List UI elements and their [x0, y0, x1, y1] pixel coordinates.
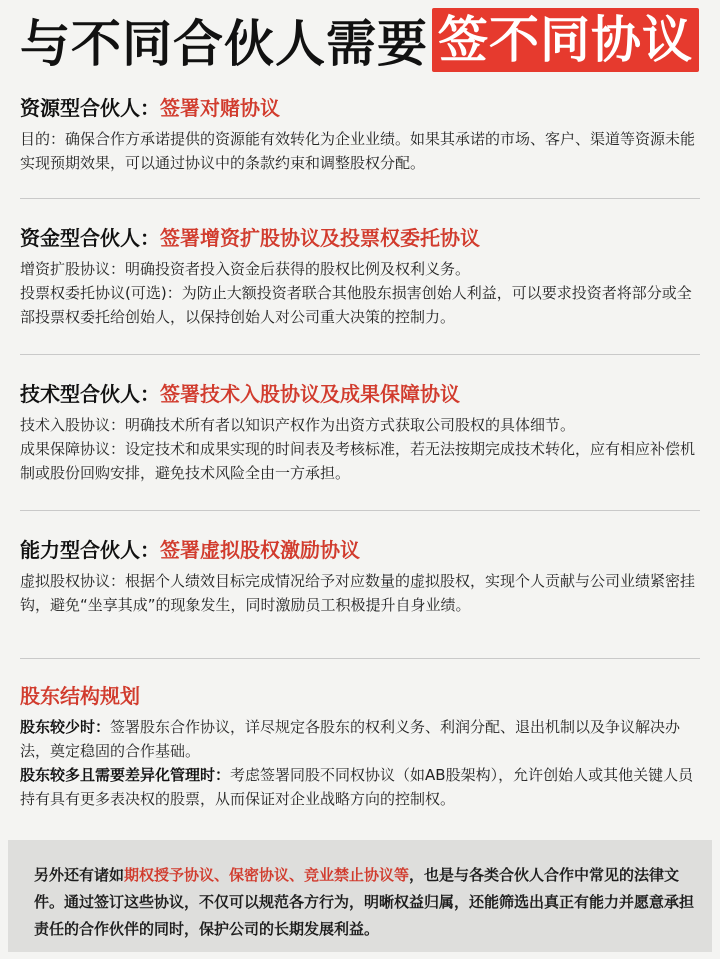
structure-item [20, 763, 700, 811]
note-highlight: 期权授予协议、保密协议、竞业禁止协议等 [124, 866, 410, 884]
page-title [20, 4, 699, 76]
section-ability-partner [20, 534, 700, 617]
note-prefix: 另外还有诸如 [34, 866, 125, 884]
divider [20, 510, 700, 511]
section-paragraph: 虚拟股权协议：根据个人绩效目标完成情况给予对应数量的虚拟股权，实现个人贡献与公司业绩紧密挂钩，避免“坐享其成”的现象发生，同时激励员工积极提升自身业绩。 [20, 572, 696, 614]
section-agreement: 签署对赌协议 [160, 96, 280, 120]
section-title [20, 534, 700, 563]
section-shareholder-structure [20, 680, 700, 811]
section-capital-partner [20, 222, 700, 329]
structure-item [20, 715, 700, 763]
section-paragraph: 成果保障协议：设定技术和成果实现的时间表及考核标准，若无法按期完成技术转化，应有相应补偿机制或股份回购安排，避免技术风险全由一方承担。 [20, 440, 696, 482]
section-label: 资源型合伙人： [20, 96, 160, 120]
section-paragraph: 目的：确保合作方承诺提供的资源能有效转化为企业业绩。如果其承诺的市场、客户、渠道等资源未能实现预期效果，可以通过协议中的条款约束和调整股权分配。 [20, 130, 696, 172]
section-paragraph: 投票权委托协议(可选)：为防止大额投资者联合其他股东损害创始人利益，可以要求投资者将部分或全部投票权委托给创始人，以保持创始人对公司重大决策的控制力。 [20, 284, 692, 326]
title-highlight: 签不同协议 [432, 8, 699, 72]
structure-item-lead: 股东较多且需要差异化管理时： [20, 766, 231, 784]
structure-item-lead: 股东较少时： [20, 718, 111, 736]
section-title [20, 92, 700, 121]
divider [20, 198, 700, 199]
note-text [34, 862, 694, 943]
structure-item-text: 签署股东合作协议，详尽规定各股东的权利义务、利润分配、退出机制以及争议解决办法，奠定稳固的合作基础。 [20, 718, 681, 760]
section-title [20, 222, 700, 251]
section-label: 资金型合伙人： [20, 226, 160, 250]
section-label: 能力型合伙人： [20, 538, 160, 562]
section-resource-partner [20, 92, 700, 175]
note-box [8, 840, 712, 952]
note-suffix: ，也是与各类合伙人合作中常见的法律文件。通过签订这些协议，不仅可以规范各方行为，明晰权益归属，还能筛选出真正有能力并愿意承担责任的合作伙伴的同时，保护公司的长期发展利益。 [34, 866, 695, 938]
section-agreement: 签署虚拟股权激励协议 [160, 538, 360, 562]
divider [20, 658, 700, 659]
divider [20, 354, 700, 355]
section-paragraph: 技术入股协议：明确技术所有者以知识产权作为出资方式获取公司股权的具体细节。 [20, 416, 576, 434]
section-title [20, 378, 700, 407]
title-main: 与不同合伙人需要 [20, 15, 428, 73]
section-technology-partner [20, 378, 700, 485]
section-label: 技术型合伙人： [20, 382, 160, 406]
section-agreement: 签署技术入股协议及成果保障协议 [160, 382, 460, 406]
section-paragraph: 增资扩股协议：明确投资者投入资金后获得的股权比例及权利义务。 [20, 260, 471, 278]
structure-item-text: 考虑签署同股不同权协议（如AB股架构），允许创始人或其他关键人员持有具有更多表决权的股票，从而保证对企业战略方向的控制权。 [20, 766, 694, 808]
structure-title: 股东结构规划 [20, 684, 140, 708]
section-agreement: 签署增资扩股协议及投票权委托协议 [160, 226, 480, 250]
